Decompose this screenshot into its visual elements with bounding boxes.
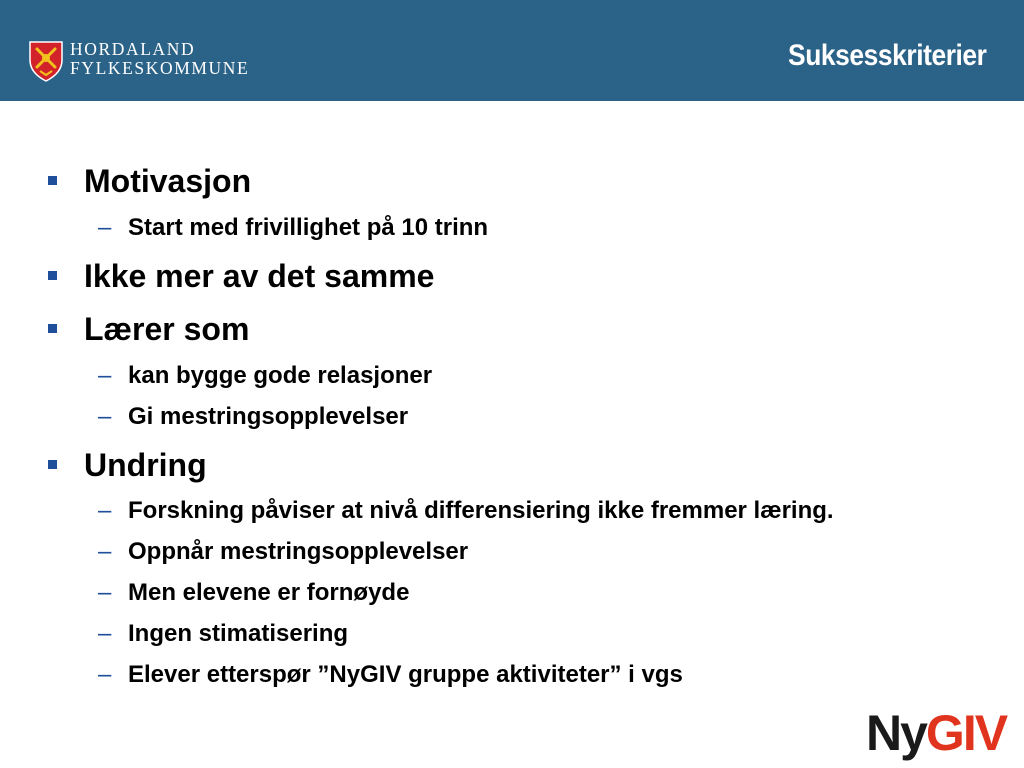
sub-bullet-item (98, 403, 409, 431)
dash-bullet-icon: – (98, 403, 112, 430)
sub-bullet-item (98, 214, 489, 242)
sub-bullet-text: Gi mestringsopplevelser (128, 403, 409, 430)
sub-bullet-text: Oppnår mestringsopplevelser (128, 538, 469, 565)
dash-bullet-icon: – (98, 620, 112, 647)
dash-bullet-icon: – (98, 362, 112, 389)
organization-name-line1: HORDALAND (70, 39, 196, 59)
sub-bullet-text: Men elevene er fornøyde (128, 579, 410, 606)
dash-bullet-icon: – (98, 497, 112, 524)
bullet-text: Ikke mer av det samme (84, 258, 435, 294)
bullet-text: Undring (84, 447, 207, 483)
sub-bullet-item (98, 538, 469, 566)
sub-bullet-text: Start med frivillighet på 10 trinn (128, 214, 489, 241)
nygiv-logo (866, 703, 1006, 763)
dash-bullet-icon: – (98, 579, 112, 606)
slide-title: Suksesskriterier (787, 39, 986, 72)
bullet-item (84, 258, 434, 294)
bullet-text: Motivasjon (84, 163, 252, 199)
dash-bullet-icon: – (98, 661, 112, 688)
bullet-item (84, 163, 251, 199)
sub-bullet-item (98, 579, 410, 607)
sub-bullet-item (98, 497, 834, 525)
sub-bullet-item (98, 620, 349, 648)
bullet-item (84, 311, 249, 347)
dash-bullet-icon: – (98, 214, 112, 241)
nygiv-logo-ny: Ny (866, 705, 926, 761)
organization-name-line2: FYLKESKOMMUNE (70, 58, 250, 78)
bullet-text: Lærer som (84, 311, 250, 347)
bullet-item (84, 447, 207, 483)
sub-bullet-item (98, 661, 683, 689)
sub-bullet-text: Elever etterspør ”NyGIV gruppe aktiviteter” i vgs (128, 661, 683, 688)
dash-bullet-icon: – (98, 538, 112, 565)
sub-bullet-text: Forskning påviser at nivå differensiering ikke fremmer læring. (128, 497, 834, 524)
sub-bullet-item (98, 362, 433, 390)
sub-bullet-text: kan bygge gode relasjoner (128, 362, 433, 389)
nygiv-logo-giv: GIV (925, 705, 1007, 761)
sub-bullet-text: Ingen stimatisering (128, 620, 349, 647)
